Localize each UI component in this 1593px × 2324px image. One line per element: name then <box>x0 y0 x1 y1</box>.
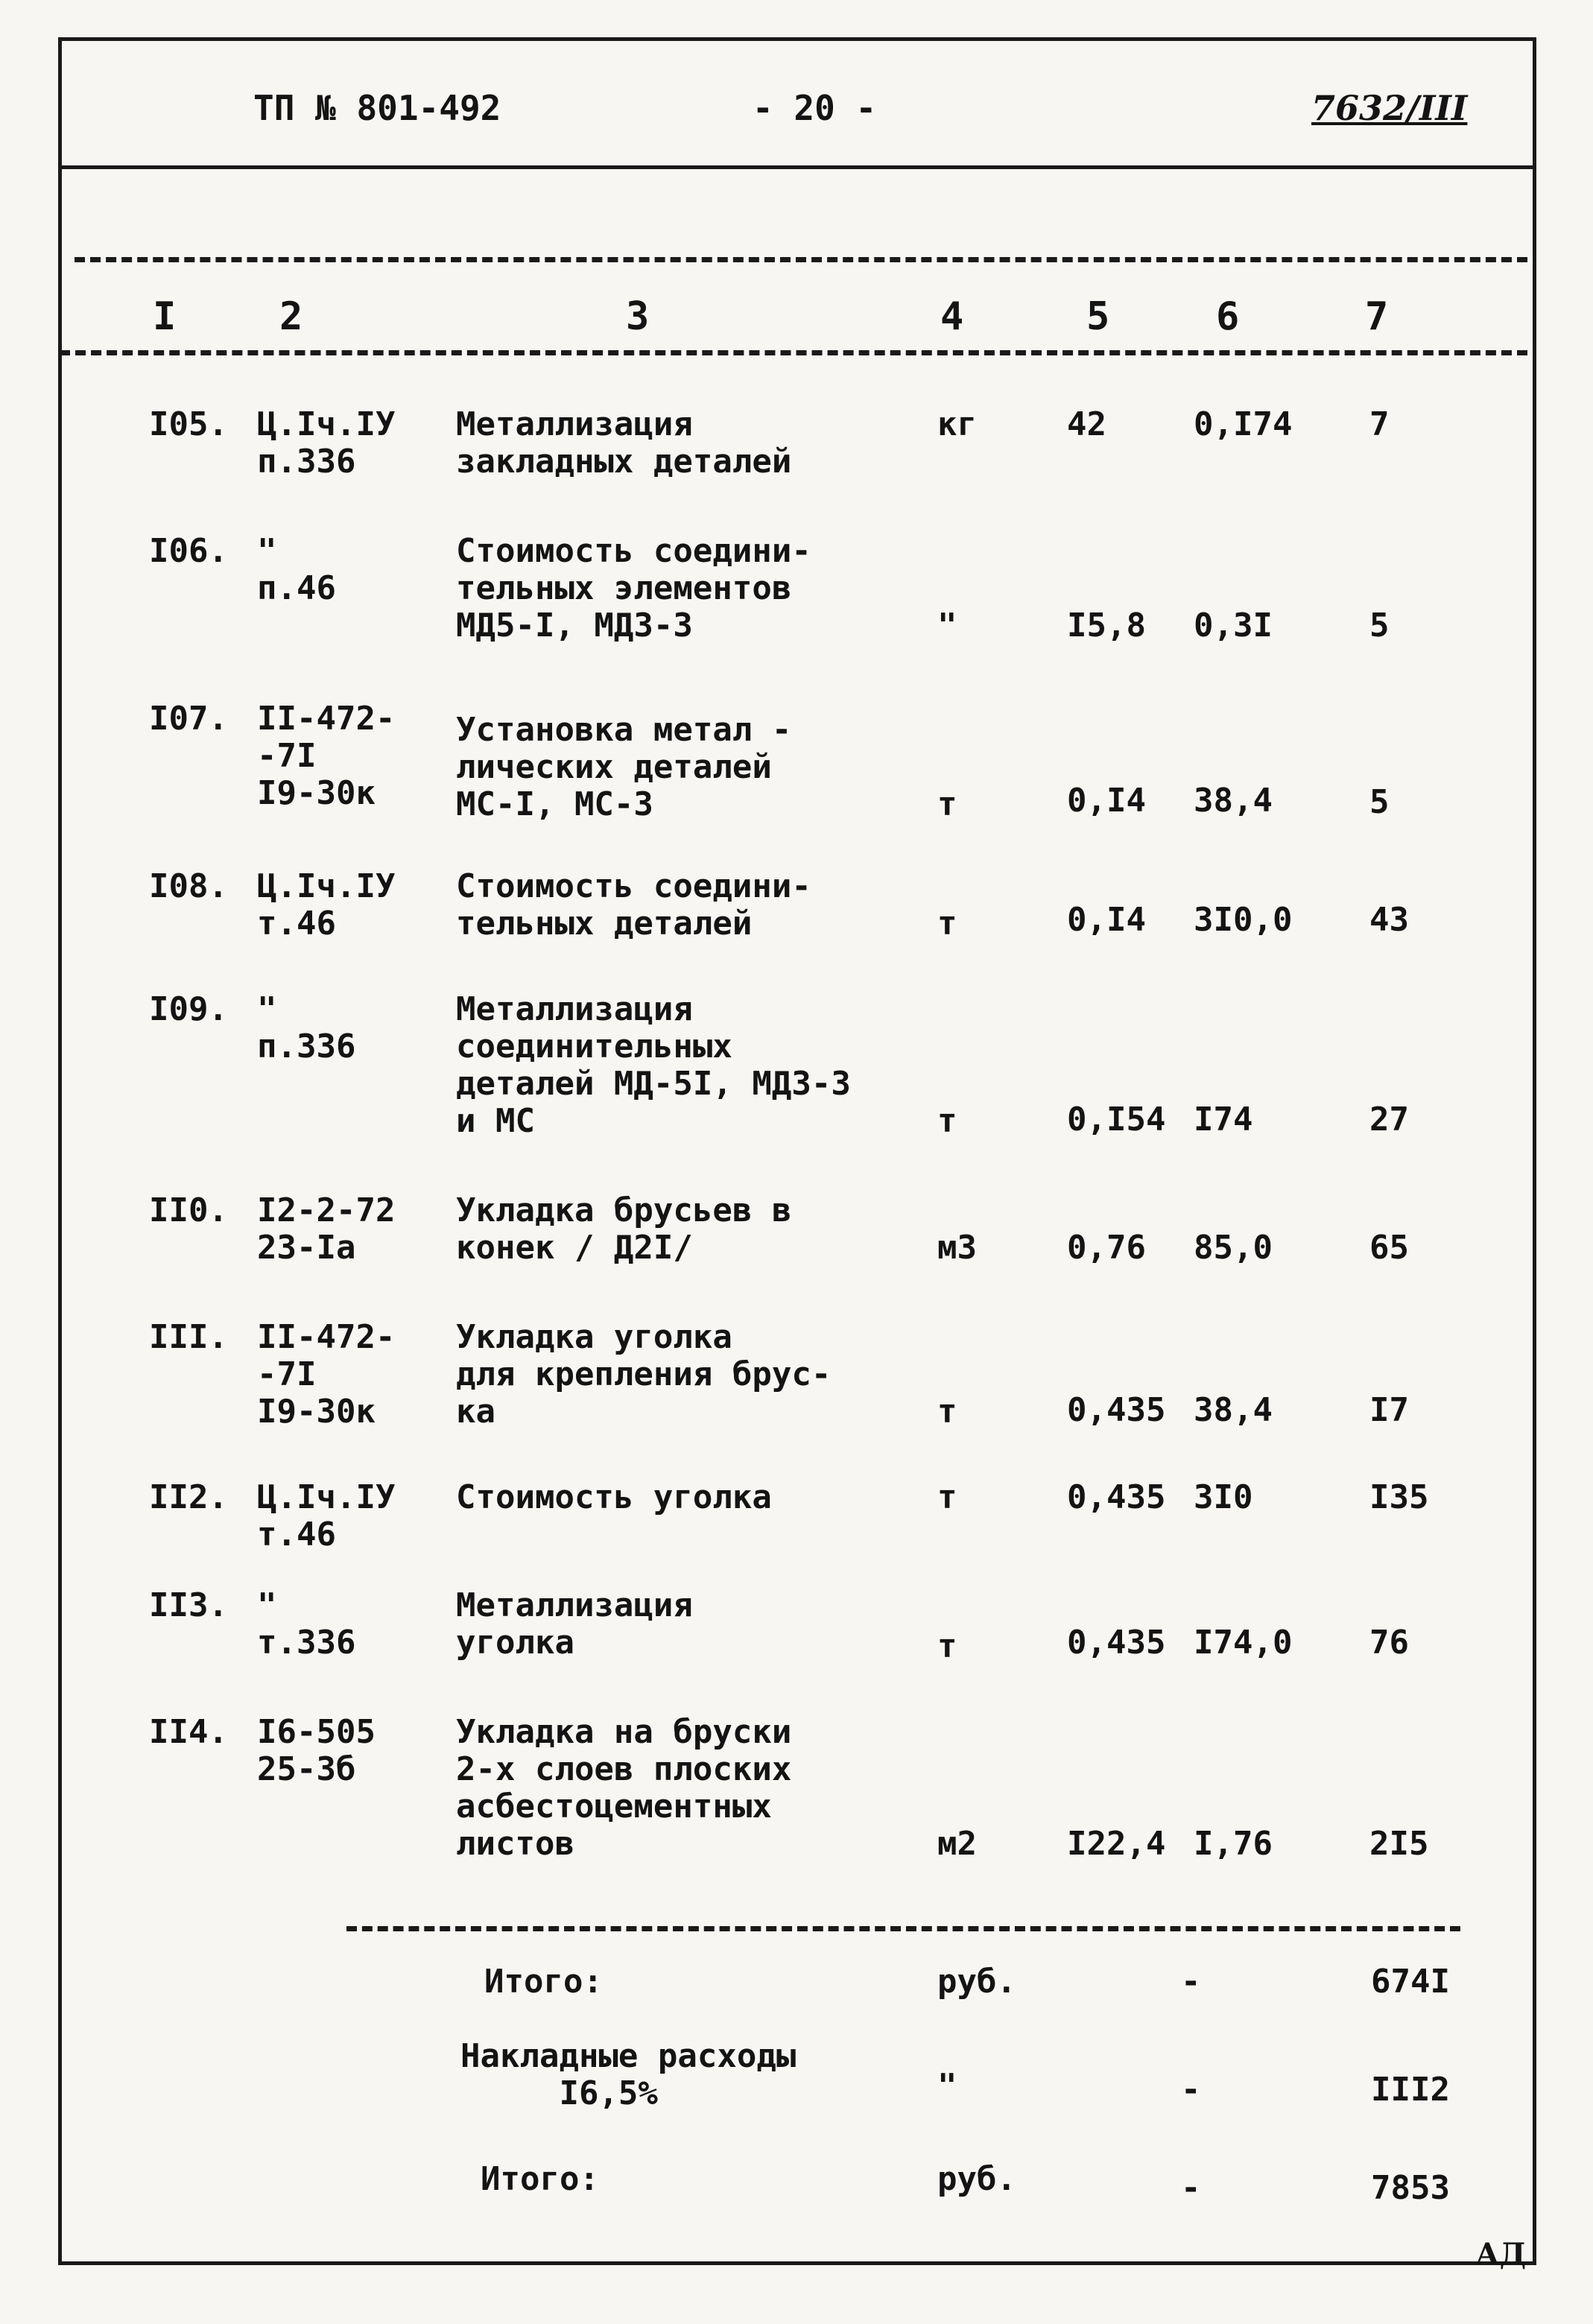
work-description: Стоимость уголка <box>456 1478 772 1516</box>
norm-code: " т.336 <box>257 1586 356 1662</box>
item-number: II0. <box>149 1191 228 1229</box>
grand-total-unit: руб. <box>937 2160 1016 2198</box>
quantity: 0,76 <box>1067 1229 1146 1267</box>
unit: м3 <box>937 1229 977 1267</box>
unit: т <box>937 1393 957 1431</box>
norm-code: " п.336 <box>257 990 356 1066</box>
column-number-2: 2 <box>279 294 303 339</box>
unit-price: 0,3I <box>1194 607 1273 645</box>
quantity: 0,I54 <box>1067 1101 1166 1139</box>
unit-price: I74 <box>1194 1101 1253 1139</box>
item-number: I09. <box>149 990 228 1028</box>
norm-code: Ц.Iч.IУ т.46 <box>257 1478 396 1554</box>
unit-price: I,76 <box>1194 1825 1273 1863</box>
column-number-3: 3 <box>626 294 650 339</box>
total-cost: 43 <box>1369 901 1409 939</box>
norm-code: II-472- -7I I9-30к <box>257 1318 396 1431</box>
unit: кг <box>937 405 977 443</box>
work-description: Стоимость соедини- тельных элементов МД5-I, МД3-3 <box>456 532 811 645</box>
quantity: 0,435 <box>1067 1478 1166 1516</box>
top-dashed-rule <box>75 257 1527 262</box>
quantity: 0,435 <box>1067 1391 1166 1429</box>
header-dashed-rule <box>60 350 1527 355</box>
item-number: I06. <box>149 532 228 570</box>
total-value: 674I <box>1371 1963 1450 2001</box>
total-cost: I7 <box>1369 1391 1409 1429</box>
item-number: I08. <box>149 867 228 905</box>
total-label: Итого: <box>484 1963 603 2001</box>
grand-total-label: Итого: <box>481 2160 599 2198</box>
quantity: 0,I4 <box>1067 782 1146 820</box>
item-number: I07. <box>149 700 228 738</box>
column-number-6: 6 <box>1216 294 1240 339</box>
quantity: I22,4 <box>1067 1825 1166 1863</box>
unit-price: 3I0,0 <box>1194 901 1293 939</box>
unit: т <box>937 1102 957 1140</box>
item-number: II2. <box>149 1478 228 1516</box>
quantity: 0,435 <box>1067 1624 1166 1662</box>
grand-total-value: 7853 <box>1371 2169 1450 2207</box>
quantity: 42 <box>1067 405 1106 443</box>
column-number-5: 5 <box>1086 294 1110 339</box>
unit-price: 3I0 <box>1194 1478 1253 1516</box>
total-unit: руб. <box>937 1963 1016 2001</box>
total-cost: 27 <box>1369 1101 1409 1139</box>
work-description: Стоимость соедини- тельных деталей <box>456 867 811 943</box>
overhead-dash: - <box>1181 2071 1201 2109</box>
grand-total-dash: - <box>1181 2169 1201 2207</box>
total-cost: 5 <box>1369 607 1390 645</box>
unit: т <box>937 1627 957 1665</box>
unit: м2 <box>937 1825 977 1863</box>
unit: т <box>937 785 957 823</box>
unit: т <box>937 1478 957 1516</box>
header-divider <box>58 165 1536 169</box>
column-number-1: I <box>153 294 177 339</box>
initials-stamp: АД <box>1475 2237 1527 2272</box>
unit: " <box>937 607 957 645</box>
work-description: Укладка на бруски 2-х слоев плоских асбестоцементных листов <box>456 1713 792 1863</box>
work-description: Металлизация закладных деталей <box>456 405 792 481</box>
norm-code: I2-2-72 23-Iа <box>257 1191 396 1267</box>
column-number-7: 7 <box>1365 294 1389 339</box>
norm-code: Ц.Iч.IУ т.46 <box>257 867 396 943</box>
overhead-label: Накладные расходы I6,5% <box>460 2037 796 2112</box>
total-cost: I35 <box>1369 1478 1429 1516</box>
work-description: Укладка брусьев в конек / Д2I/ <box>456 1191 792 1267</box>
total-cost: 5 <box>1369 783 1390 821</box>
page-number: - 20 - <box>753 88 877 128</box>
total-cost: 7 <box>1369 405 1390 443</box>
item-number: II3. <box>149 1586 228 1624</box>
work-description: Установка метал - лических деталей МС-I, МС-3 <box>456 711 792 823</box>
norm-code: I6-505 25-3б <box>257 1713 376 1788</box>
unit-price: 85,0 <box>1194 1229 1273 1267</box>
total-cost: 76 <box>1369 1624 1409 1662</box>
total-cost: 65 <box>1369 1229 1409 1267</box>
quantity: 0,I4 <box>1067 901 1146 939</box>
item-number: II4. <box>149 1713 228 1751</box>
totals-dashed-rule <box>346 1926 1460 1931</box>
item-number: I05. <box>149 405 228 443</box>
overhead-value: III2 <box>1371 2071 1450 2109</box>
total-cost: 2I5 <box>1369 1825 1429 1863</box>
quantity: I5,8 <box>1067 607 1146 645</box>
total-dash: - <box>1181 1963 1201 2001</box>
unit-price: 38,4 <box>1194 1391 1273 1429</box>
doc-code: ТП № 801-492 <box>253 88 501 128</box>
unit-price: 38,4 <box>1194 782 1273 820</box>
norm-code: Ц.Iч.IУ п.336 <box>257 405 396 481</box>
unit-price: I74,0 <box>1194 1624 1293 1662</box>
unit: т <box>937 905 957 943</box>
norm-code: II-472- -7I I9-30к <box>257 700 396 812</box>
column-number-4: 4 <box>940 294 964 339</box>
overhead-unit: " <box>937 2067 957 2105</box>
sheet-ref: 7632/III <box>1311 88 1468 128</box>
work-description: Металлизация соединительных деталей МД-5I, МД3-3 и МС <box>456 990 851 1140</box>
norm-code: " п.46 <box>257 532 336 607</box>
unit-price: 0,I74 <box>1194 405 1293 443</box>
work-description: Укладка уголка для крепления брус- ка <box>456 1318 832 1431</box>
work-description: Металлизация уголка <box>456 1586 693 1662</box>
item-number: III. <box>149 1318 228 1356</box>
